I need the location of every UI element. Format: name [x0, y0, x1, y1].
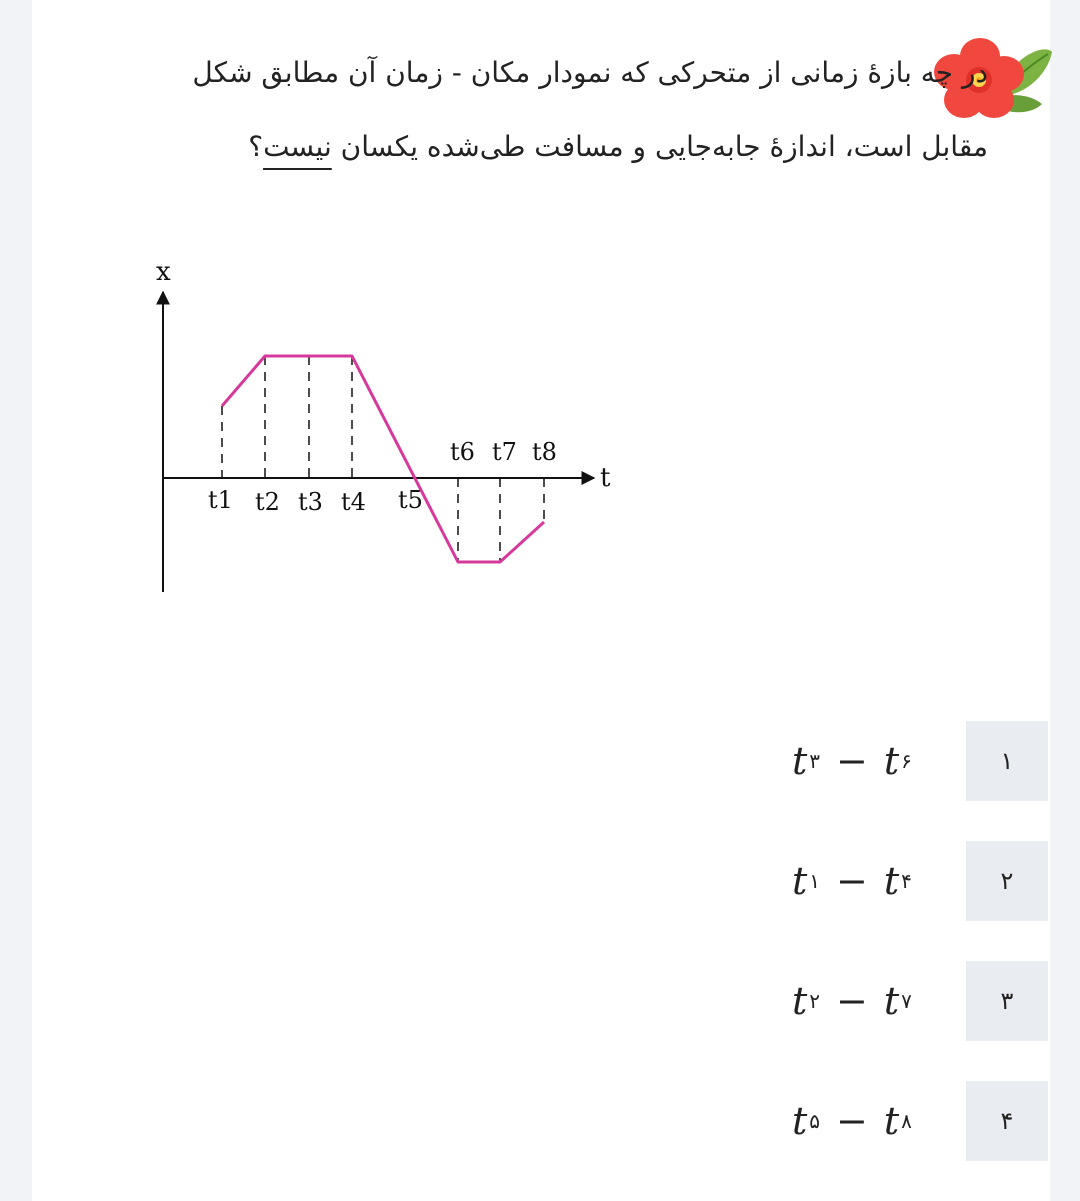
tick-label-t6: t6: [450, 438, 475, 466]
tick-label-t5: t5: [398, 486, 423, 514]
option-2-expression: t ۱ − t ۴: [792, 859, 912, 903]
option-1[interactable]: [752, 721, 1048, 801]
tick-label-t1: t1: [208, 486, 233, 514]
option-4[interactable]: [752, 1081, 1048, 1161]
option-4-number[interactable]: ۴: [966, 1081, 1048, 1161]
option-3-expression: t ۲ − t ۷: [792, 979, 912, 1023]
question-text-main: در چه بازهٔ زمانی از متحرکی که نمودار مکان - زمان آن مطابق شکل مقابل است، اندازهٔ جابه‌جایی و مسافت طی‌شده یکسان: [192, 56, 988, 163]
option-4-expression: t ۵ − t ۸: [792, 1099, 912, 1143]
option-2-number[interactable]: ۲: [966, 841, 1048, 921]
option-1-expression: t ۳ − t ۶: [792, 739, 912, 783]
position-time-graph: [122, 250, 622, 610]
option-3-number[interactable]: ۳: [966, 961, 1048, 1041]
tick-label-t4: t4: [341, 488, 366, 516]
x-axis-label: x: [156, 257, 171, 287]
t-axis-label: t: [600, 463, 611, 493]
tick-label-t8: t8: [532, 438, 557, 466]
option-3[interactable]: [752, 961, 1048, 1041]
tick-label-t7: t7: [492, 438, 517, 466]
tick-label-t3: t3: [298, 488, 323, 516]
question-card: [32, 0, 1050, 1201]
option-2[interactable]: [752, 841, 1048, 921]
tick-labels-above: [450, 438, 557, 466]
question-text: [118, 36, 988, 184]
option-1-number[interactable]: ۱: [966, 721, 1048, 801]
negation-word: نیست: [263, 130, 332, 163]
tick-label-t2: t2: [255, 488, 280, 516]
question-mark: ؟: [248, 130, 264, 163]
tick-labels-below: [208, 486, 423, 516]
